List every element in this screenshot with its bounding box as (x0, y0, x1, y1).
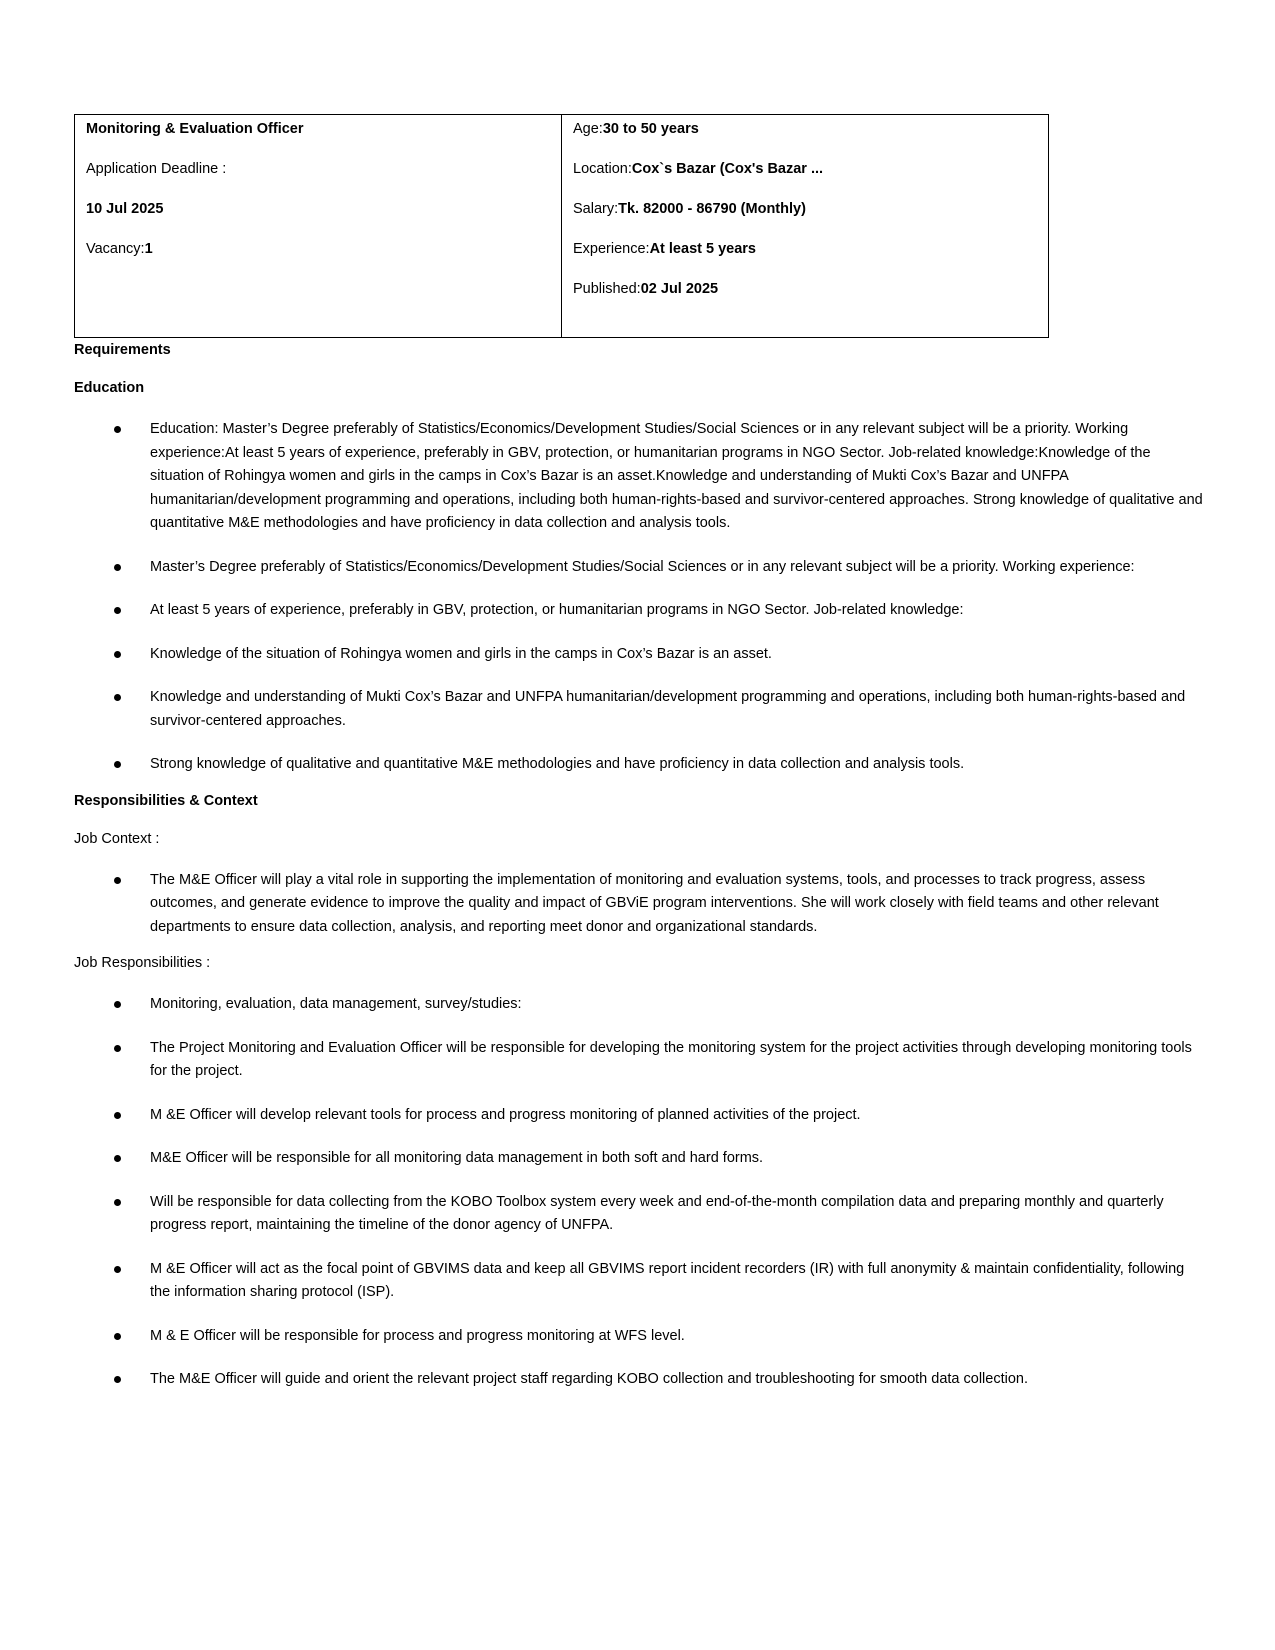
list-item: Education: Master’s Degree preferably of Statistics/Economics/Development Studies/Social Sciences or in any relevant subject will be a priority. Working experience:At least 5 years of experience, preferably in GBV, protection, or humanitarian programs in NGO Sector. Job-related knowledge:Knowledge of the situation of Rohingya women and girls in the camps in Cox’s Bazar is an asset.Knowledge and understanding of Mukti Cox’s Bazar and UNFPA humanitarian/development programming and operations, including both human-rights-based and survivor-centered approaches. Strong knowledge of qualitative and quantitative M&E methodologies and have proficiency in data collection and analysis tools. (74, 418, 1204, 536)
list-item: Master’s Degree preferably of Statistics/Economics/Development Studies/Social Sciences or in any relevant subject will be a priority. Working experience: (74, 556, 1204, 580)
job-summary-right-cell (562, 115, 1049, 338)
responsibilities-heading: Responsibilities & Context (74, 792, 258, 809)
salary-label: Salary: (573, 201, 619, 217)
list-item: M&E Officer will be responsible for all monitoring data management in both soft and hard forms. (74, 1147, 1204, 1171)
location-line (573, 159, 1037, 180)
published-line (573, 279, 1037, 300)
requirements-list (74, 418, 1204, 777)
published-label: Published: (573, 281, 641, 297)
experience-line (573, 239, 1037, 260)
location-label: Location: (573, 161, 632, 177)
education-heading: Education (74, 380, 145, 396)
published-value: 02 Jul 2025 (640, 281, 719, 297)
job-responsibilities-label: Job Responsibilities : (74, 955, 211, 971)
list-item: The M&E Officer will guide and orient the relevant project staff regarding KOBO collection and troubleshooting for smooth data collection. (74, 1368, 1204, 1392)
job-summary-table (74, 114, 1049, 338)
deadline-value: 10 Jul 2025 (86, 201, 164, 217)
experience-value: At least 5 years (649, 241, 756, 257)
age-line (573, 119, 1037, 140)
list-item: Knowledge of the situation of Rohingya women and girls in the camps in Cox’s Bazar is an asset. (74, 643, 1204, 667)
salary-line (573, 199, 1037, 220)
job-summary-left-cell (75, 115, 562, 338)
salary-value: Tk. 82000 - 86790 (Monthly) (618, 201, 806, 217)
list-item: Monitoring, evaluation, data management, survey/studies: (74, 993, 1204, 1017)
list-item: At least 5 years of experience, preferably in GBV, protection, or humanitarian programs in NGO Sector. Job-related knowledge: (74, 599, 1204, 623)
list-item: The M&E Officer will play a vital role in supporting the implementation of monitoring and evaluation systems, tools, and processes to track progress, assess outcomes, and generate evidence to improve the quality and impact of GBViE program interventions. She will work closely with field teams and other relevant departments to ensure data collection, analysis, and reporting meet donor and organizational standards. (74, 869, 1204, 940)
list-item: M &E Officer will act as the focal point of GBVIMS data and keep all GBVIMS report incident recorders (IR) with full anonymity & maintain confidentiality, following the information sharing protocol (ISP). (74, 1258, 1204, 1305)
location-value: Cox`s Bazar (Cox's Bazar ... (631, 161, 824, 177)
list-item: Knowledge and understanding of Mukti Cox’s Bazar and UNFPA humanitarian/development programming and operations, including both human-rights-based and survivor-centered approaches. (74, 686, 1204, 733)
job-context-list (74, 869, 1204, 940)
job-context-label: Job Context : (74, 830, 160, 847)
list-item: The Project Monitoring and Evaluation Officer will be responsible for developing the monitoring system for the project activities through developing monitoring tools for the project. (74, 1037, 1204, 1084)
experience-label: Experience: (573, 241, 650, 257)
vacancy-value: 1 (144, 241, 153, 257)
list-item: M & E Officer will be responsible for process and progress monitoring at WFS level. (74, 1325, 1204, 1349)
deadline-label: Application Deadline : (86, 161, 227, 177)
job-responsibilities-list (74, 993, 1204, 1392)
document-page (74, 114, 1204, 1412)
vacancy-label: Vacancy: (86, 241, 145, 257)
requirements-heading: Requirements (74, 342, 171, 358)
vacancy-line (86, 239, 550, 260)
list-item: M &E Officer will develop relevant tools for process and progress monitoring of planned activities of the project. (74, 1104, 1204, 1128)
job-title: Monitoring & Evaluation Officer (86, 121, 304, 137)
age-label: Age: (573, 121, 603, 137)
list-item: Strong knowledge of qualitative and quantitative M&E methodologies and have proficiency in data collection and analysis tools. (74, 753, 1204, 777)
list-item: Will be responsible for data collecting from the KOBO Toolbox system every week and end-of-the-month compilation data and preparing monthly and quarterly progress report, maintaining the timeline of the donor agency of UNFPA. (74, 1191, 1204, 1238)
age-value: 30 to 50 years (602, 121, 699, 137)
